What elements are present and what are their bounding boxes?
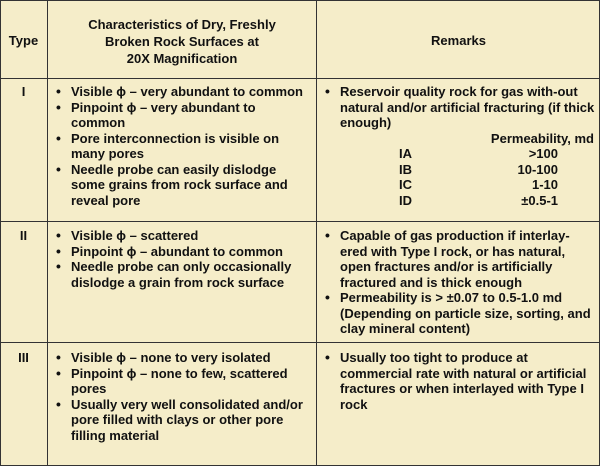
permeability-class: IB — [399, 161, 412, 177]
remark-item: • Permeability is > ±0.07 to 0.5-1.0 md (Depending on particle size, sorting, and clay mineral content) — [324, 290, 596, 337]
header-characteristics-line: Characteristics of Dry, Freshly — [88, 17, 276, 32]
remark-item: • Reservoir quality rock for gas with-out natural and/or artificial fracturing (if thick enough) — [324, 84, 596, 131]
permeability-value: >100 — [528, 146, 558, 161]
permeability-value: ±0.5-1 — [521, 192, 558, 208]
characteristic-item: • Visible ϕ – very abundant to common — [55, 84, 303, 100]
permeability-class: IA — [399, 146, 412, 161]
header-characteristics-line: Broken Rock Surfaces at — [105, 34, 259, 49]
type-label: I — [21, 84, 26, 99]
characteristic-item: • Pore interconnection is visible on many pores — [55, 131, 303, 162]
characteristic-item: • Needle probe can easily dislodge some grains from rock surface and reveal pore — [55, 162, 303, 209]
remarks-cell — [324, 84, 596, 208]
remark-item: • Usually too tight to produce at commercial rate with natural or artificial fractures or when interlayed with Type I rock — [324, 350, 596, 412]
characteristic-item: • Usually very well consolidated and/or pore filled with clays or other pore filling material — [55, 397, 303, 444]
permeability-class: IC — [399, 177, 412, 192]
row-divider — [0, 221, 600, 222]
permeability-row — [340, 162, 596, 178]
characteristics-list — [55, 228, 303, 290]
type-label: II — [19, 228, 28, 243]
characteristics-list — [55, 350, 303, 443]
permeability-value: 10-100 — [517, 161, 558, 177]
remark-item: • Capable of gas production if interlay-ered with Type I rock, or has natural, open fractures and/or is artificially fractured and is thick enough — [324, 228, 596, 290]
permeability-table — [340, 131, 596, 209]
characteristic-item: • Pinpoint ϕ – abundant to common — [55, 244, 303, 260]
header-type: Type — [8, 33, 39, 48]
row-divider — [0, 78, 600, 79]
header-characteristics — [48, 16, 316, 67]
permeability-value: 1-10 — [531, 177, 558, 192]
column-divider — [316, 0, 317, 466]
row-divider — [0, 342, 600, 343]
characteristic-item: • Needle probe can only occasionally dislodge a grain from rock surface — [55, 259, 303, 290]
type-label: III — [18, 350, 29, 365]
permeability-row — [340, 177, 596, 193]
header-remarks: Remarks — [431, 33, 486, 48]
characteristic-item: • Pinpoint ϕ – very abundant to common — [55, 100, 303, 131]
characteristic-item: • Visible ϕ – scattered — [55, 228, 303, 244]
characteristics-list — [55, 84, 303, 208]
characteristic-item: • Visible ϕ – none to very isolated — [55, 350, 303, 366]
remarks-list — [324, 350, 596, 412]
permeability-row — [340, 146, 596, 162]
remarks-list — [324, 84, 596, 131]
permeability-header: Permeability, md — [490, 130, 594, 146]
permeability-class: ID — [399, 192, 412, 208]
permeability-row — [340, 193, 596, 209]
column-divider — [47, 0, 48, 466]
remarks-list — [324, 228, 596, 337]
header-characteristics-line: 20X Magnification — [126, 51, 238, 66]
characteristic-item: • Pinpoint ϕ – none to few, scattered pores — [55, 366, 303, 397]
